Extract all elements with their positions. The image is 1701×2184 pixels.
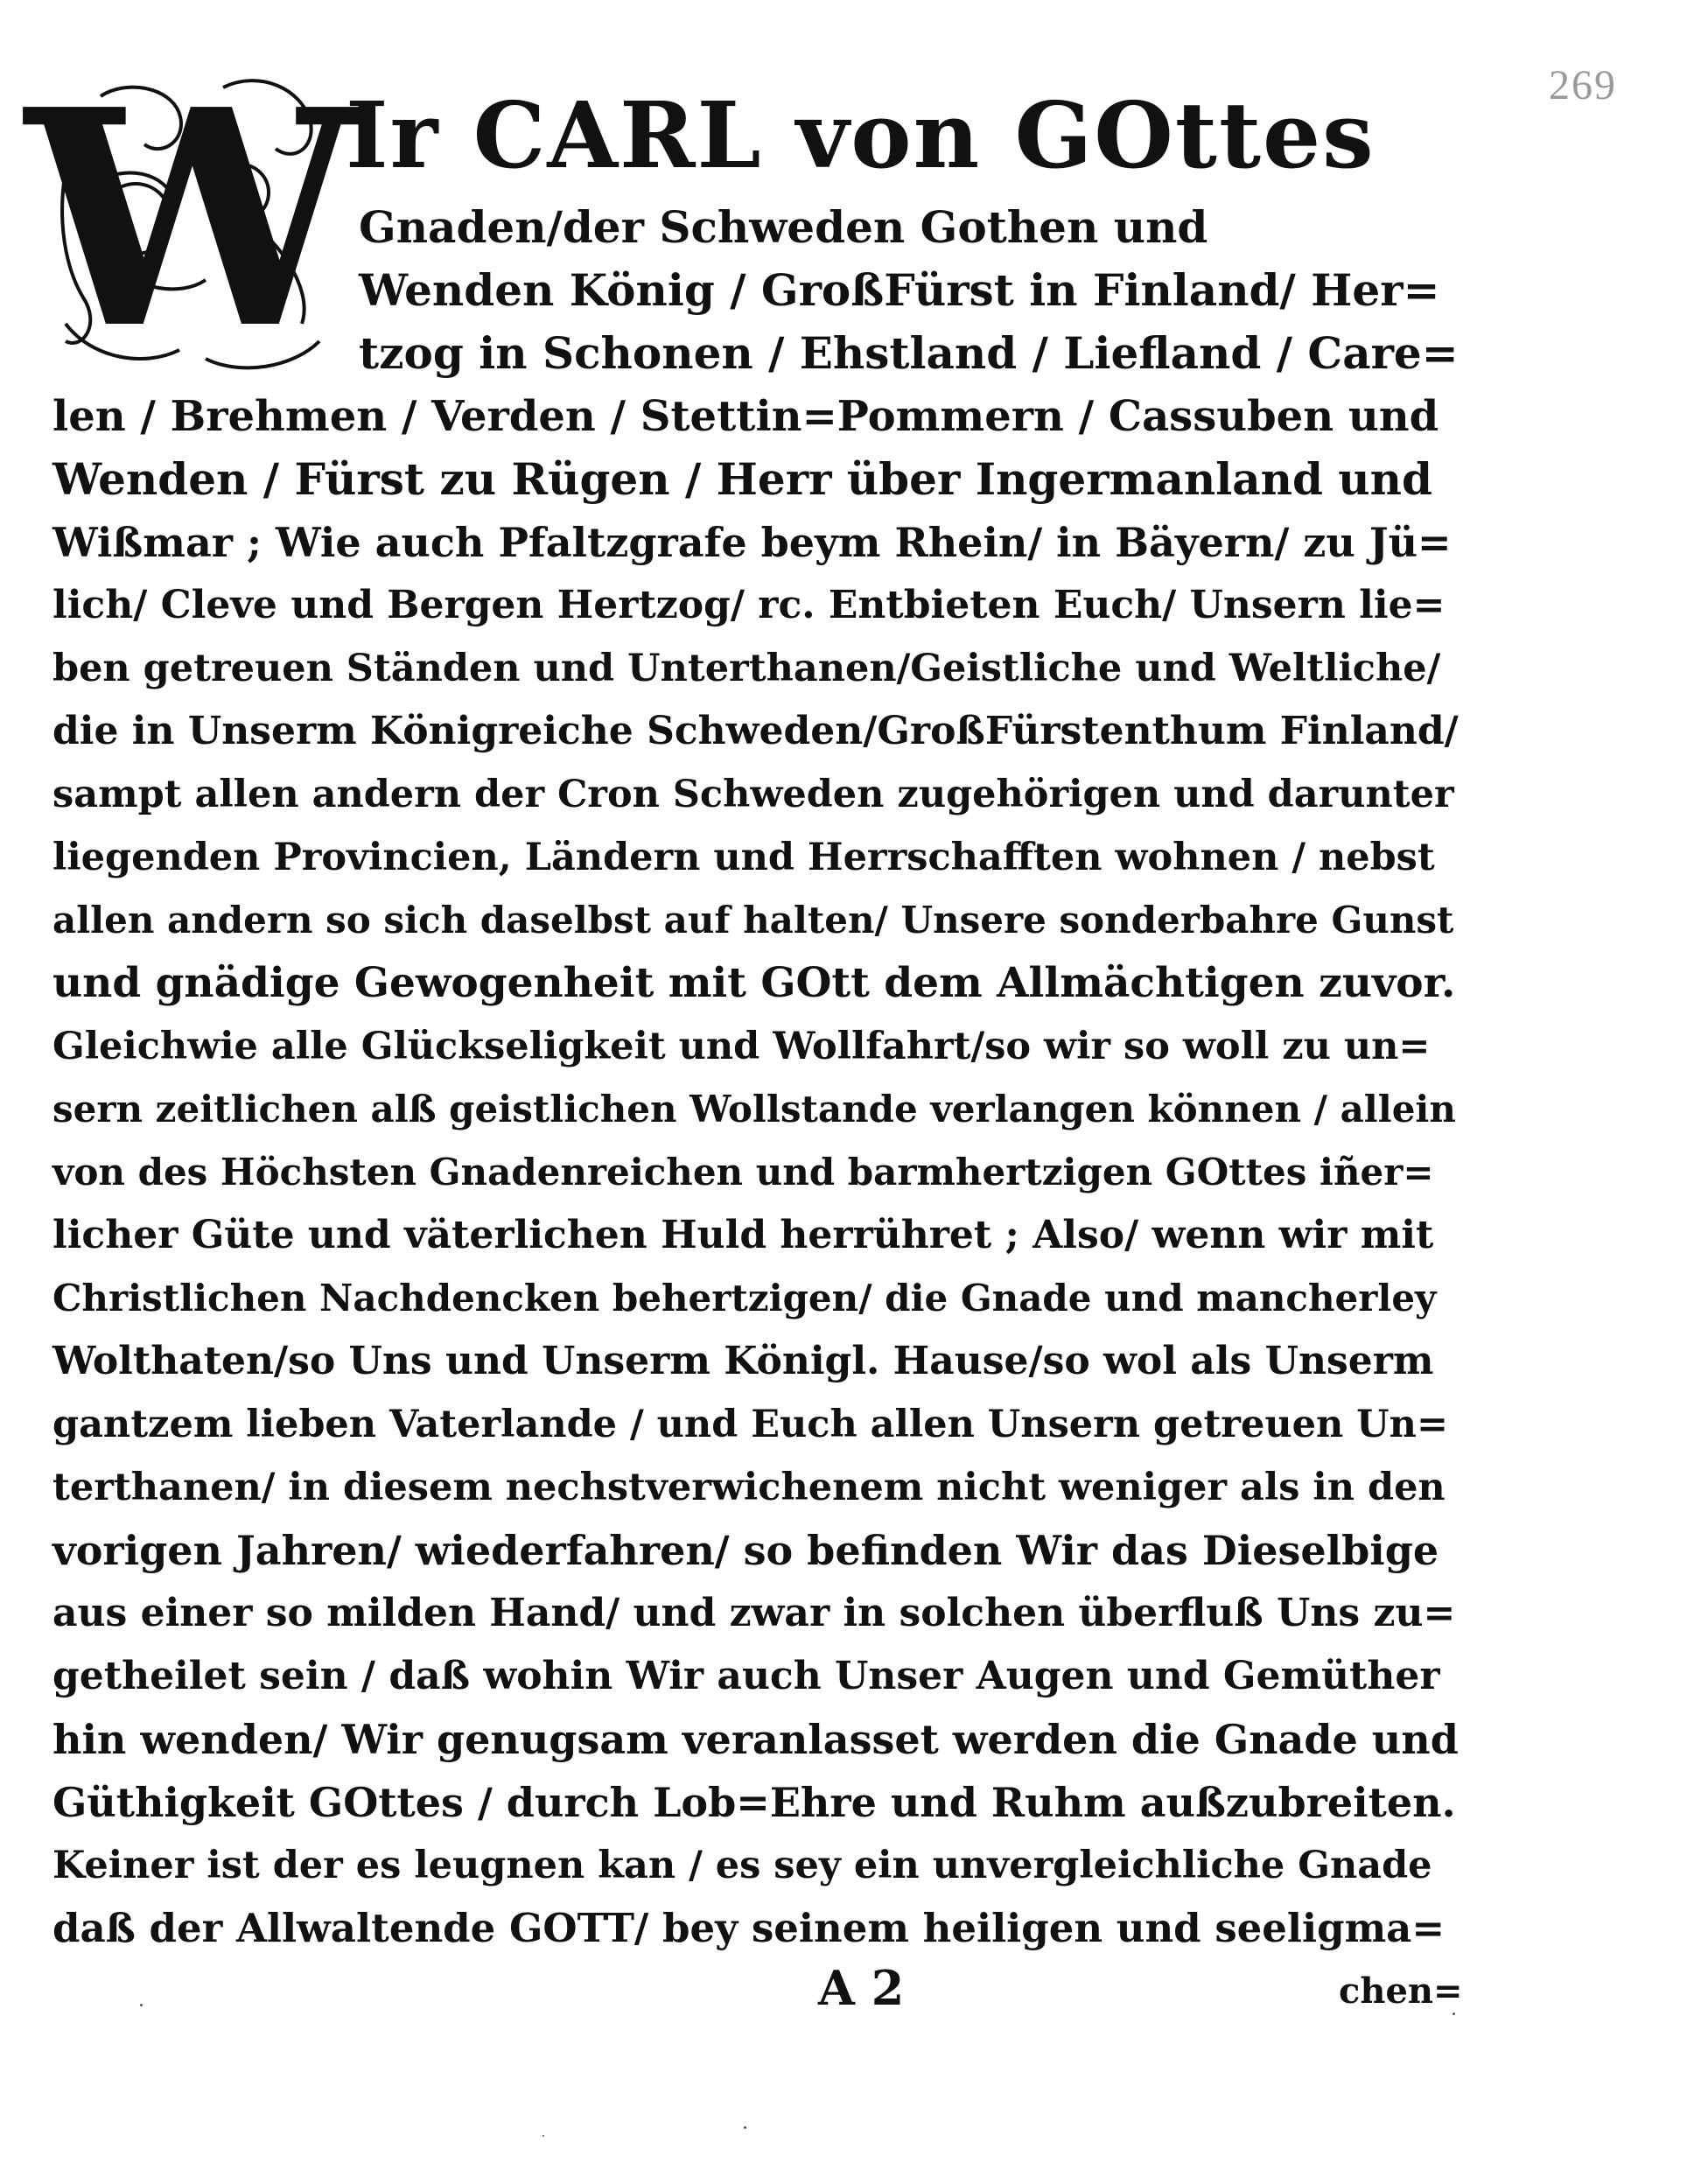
print-speck [1452,2012,1455,2015]
text-line: Wenden König / GroßFürst in Finland/ Her= [359,264,1440,316]
text-line: hin wenden/ Wir genugsam veranlasset werden die Gnade und [52,1716,1459,1763]
text-line: Gnaden/der Schweden Gothen und [359,201,1208,253]
text-line: daß der Allwaltende GOTT/ bey seinem heiligen und seeligma= [52,1905,1446,1951]
text-line: allen andern so sich daselbst auf halten/ Unsere sonderbahre Gunst [52,899,1454,942]
text-line: vorigen Jahren/ wiederfahren/ so befinden Wir das Dieselbige [52,1527,1439,1574]
print-speck [140,2004,143,2006]
text-line: von des Höchsten Gnadenreichen und barmhertzigen GOttes iñer= [52,1151,1434,1194]
text-line: Güthigkeit GOttes / durch Lob=Ehre und Ruhm außzubreiten. [52,1779,1456,1826]
text-line: Gleichwie alle Glückseligkeit und Wollfahrt/so wir so woll zu un= [52,1025,1431,1068]
text-line: Wenden / Fürst zu Rügen / Herr über Ingermanland und [52,453,1432,505]
print-speck [744,2126,746,2129]
text-line: len / Brehmen / Verden / Stettin=Pommern / Cassuben und [52,392,1439,441]
text-line: tzog in Schonen / Ehstland / Liefland / Care= [359,327,1459,379]
text-line: lich/ Cleve und Bergen Hertzog/ rc. Entbieten Euch/ Unsern lie= [52,583,1446,627]
text-line: gantzem lieben Vaterlande / und Euch allen Unsern getreuen Un= [52,1403,1448,1446]
print-speck [542,2135,544,2137]
text-line: sampt allen andern der Cron Schweden zugehörigen und darunter [52,773,1454,816]
text-line: die in Unserm Königreiche Schweden/GroßFürstenthum Finland/ [52,709,1459,753]
text-line: Wolthaten/so Uns und Unserm Königl. Hause/so wol als Unserm [52,1339,1434,1383]
catchword: chen= [1339,1970,1463,2012]
text-line: Wißmar ; Wie auch Pfaltzgrafe beym Rhein/ in Bäyern/ zu Jü= [52,519,1452,566]
text-line: und gnädige Gewogenheit mit GOtt dem Allmächtigen zuvor. [52,959,1456,1007]
text-line: Christlichen Nachdencken behertzigen/ die Gnade und mancherley [52,1277,1437,1320]
text-line: licher Güte und väterlichen Huld herrühret ; Also/ wenn wir mit [52,1213,1434,1257]
opening-heading: Ir CARL von GOttes [346,81,1376,189]
text-line: ben getreuen Ständen und Unterthanen/Geistliche und Weltliche/ [52,647,1441,690]
text-line: Keiner ist der es leugnen kan / es sey ein unvergleichliche Gnade [52,1844,1432,1887]
decorated-initial [25,46,360,395]
signature-mark: A 2 [818,1960,905,2016]
text-line: aus einer so milden Hand/ und zwar in solchen überfluß Uns zu= [52,1591,1456,1635]
text-line: getheilet sein / daß wohin Wir auch Unser Augen und Gemüther [52,1654,1440,1698]
folio-number: 269 [1549,62,1617,108]
initial-letter: W [25,46,360,395]
text-line: sern zeitlichen alß geistlichen Wollstande verlangen können / allein [52,1088,1456,1130]
text-line: terthanen/ in diesem nechstverwichenem nicht weniger als in den [52,1466,1446,1509]
text-line: liegenden Provincien, Ländern und Herrschafften wohnen / nebst [52,836,1435,879]
